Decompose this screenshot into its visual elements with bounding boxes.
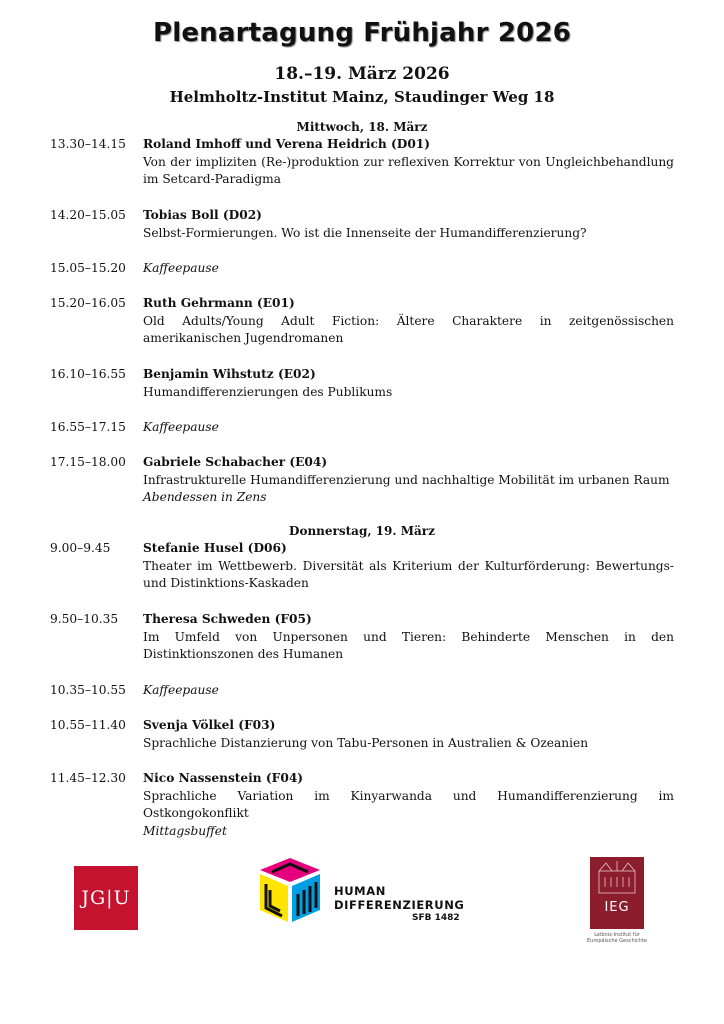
ieg-subtitle: Leibniz-Institut für Europäische Geschichte (587, 932, 647, 944)
break-label: Kaffeepause (143, 683, 219, 697)
entry-time: 14.20–15.05 (50, 208, 126, 222)
entry-talk: Old Adults/Young Adult Fiction: Ältere Charaktere in zeitgenössischen amerikanischen Jugendromanen (143, 313, 674, 345)
jgu-logo: JG|U (74, 866, 138, 930)
entry-time: 10.55–11.40 (50, 718, 126, 732)
ieg-logo (590, 857, 644, 929)
event-venue: Helmholtz-Institut Mainz, Staudinger Weg 18 (169, 88, 555, 106)
entry-time: 9.00–9.45 (50, 541, 111, 555)
entry-talk: Von der impliziten (Re-)produktion zur reflexiven Korrektur von Ungleichbehandlung im Setcard-Paradigma (143, 154, 674, 186)
entry-speaker: Roland Imhoff und Verena Heidrich (D01) (143, 137, 431, 151)
entry-time: 16.10–16.55 (50, 367, 126, 381)
entry-talk: Sprachliche Variation im Kinyarwanda und Humandifferenzierung im Ostkongokonflikt (143, 788, 674, 820)
entry-time: 13.30–14.15 (50, 137, 126, 151)
entry-speaker: Ruth Gehrmann (E01) (143, 296, 295, 310)
entry-speaker: Gabriele Schabacher (E04) (143, 455, 328, 469)
entry-speaker: Benjamin Wihstutz (E02) (143, 367, 316, 381)
humandifferenzierung-cube-icon (258, 856, 324, 940)
entry-talk: Humandifferenzierungen des Publikums (143, 384, 393, 399)
day-heading-wednesday: Mittwoch, 18. März (296, 120, 428, 134)
event-date: 18.–19. März 2026 (274, 64, 450, 84)
page-title: Plenartagung Frühjahr 2026 (152, 18, 572, 48)
entry-talk: Im Umfeld von Unpersonen und Tieren: Behinderte Menschen in den Distinktionszonen des Humanen (143, 629, 674, 661)
entry-time: 16.55–17.15 (50, 420, 126, 434)
entry-speaker: Nico Nassenstein (F04) (143, 771, 304, 785)
entry-speaker: Stefanie Husel (D06) (143, 541, 287, 555)
entry-time: 10.35–10.55 (50, 683, 126, 697)
day-heading-thursday: Donnerstag, 19. März (289, 524, 435, 538)
ieg-label: IEG (604, 900, 630, 915)
entry-talk: Sprachliche Distanzierung von Tabu-Personen in Australien & Ozeanien (143, 735, 589, 750)
entry-speaker: Svenja Völkel (F03) (143, 718, 276, 732)
sfb-label: SFB 1482 (412, 913, 460, 923)
entry-time: 15.05–15.20 (50, 261, 126, 275)
entry-note: Abendessen in Zens (143, 490, 267, 504)
break-label: Kaffeepause (143, 420, 219, 434)
entry-note: Mittagsbuffet (143, 823, 227, 838)
entry-time: 11.45–12.30 (50, 771, 126, 785)
human-label: HUMAN (334, 884, 386, 898)
differenzierung-label: DIFFERENZIERUNG (334, 898, 465, 912)
entry-speaker: Tobias Boll (D02) (143, 208, 262, 222)
entry-speaker: Theresa Schweden (F05) (143, 612, 312, 626)
ieg-building-icon (590, 857, 644, 897)
entry-time: 17.15–18.00 (50, 455, 126, 469)
entry-talk: Infrastrukturelle Humandifferenzierung und nachhaltige Mobilität im urbanen Raum (143, 472, 670, 487)
entry-time: 9.50–10.35 (50, 612, 119, 626)
entry-talk: Selbst-Formierungen. Wo ist die Innenseite der Humandifferenzierung? (143, 225, 587, 240)
entry-time: 15.20–16.05 (50, 296, 126, 310)
entry-talk: Theater im Wettbewerb. Diversität als Kriterium der Kulturförderung: Bewertungs- und Distinktions-Kaskaden (143, 558, 674, 590)
break-label: Kaffeepause (143, 261, 219, 275)
